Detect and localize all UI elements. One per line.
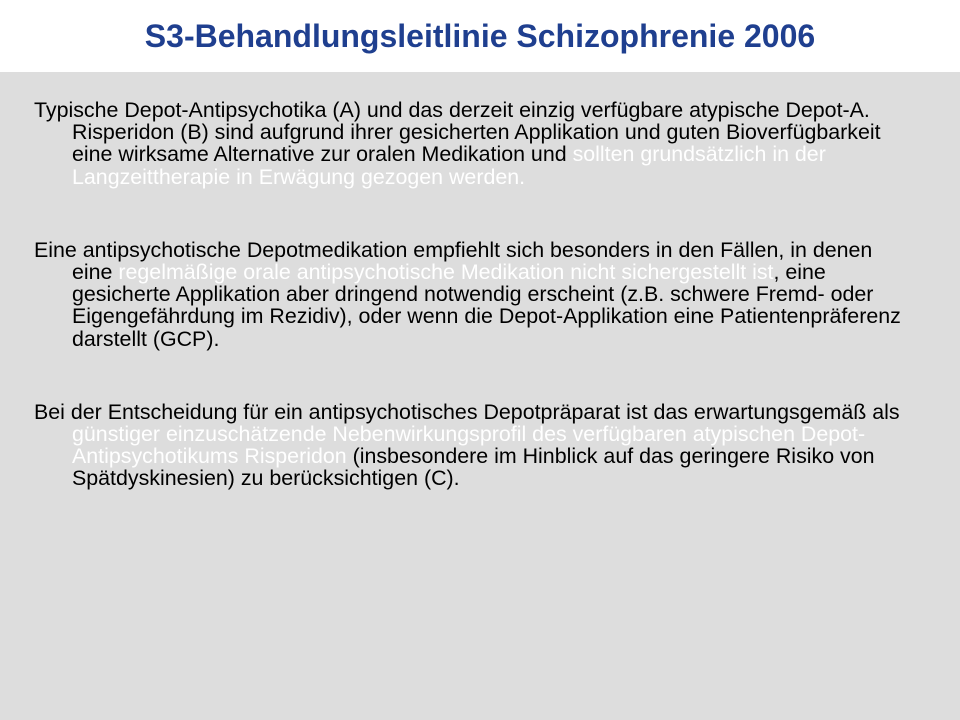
slide-title: S3-Behandlungsleitlinie Schizophrenie 2006 — [144, 18, 816, 54]
highlighted-text: günstiger einzuschätzende Nebenwirkungsprofil des verfügbaren atypischen Depot-Antipsychotikums Risperidon — [72, 422, 866, 469]
highlighted-text: sollten grundsätzlich in der Langzeittherapie in Erwägung gezogen werden. — [72, 142, 826, 189]
slide-body — [34, 99, 914, 541]
highlighted-text: regelmäßige orale antipsychotische Medikation nicht sichergestellt ist — [118, 260, 774, 285]
paragraph-text: Eine antipsychotische Depotmedikation empfiehlt sich besonders in den Fällen, in denen eine — [34, 237, 873, 285]
title-bar — [0, 0, 960, 72]
paragraph-text: Typische Depot-Antipsychotika (A) und das derzeit einzig verfügbare atypische Depot-A. Risperidon (B) sind aufgrund ihrer gesicherten Applikation und guten Bioverfügbarkeit eine wirksame Alternative zur oralen Medikation und — [34, 98, 881, 167]
paragraph-text: (insbesondere im Hinblick auf das geringere Risiko von Spätdyskinesien) zu berücksichtigen (C). — [72, 444, 875, 491]
paragraph-depot-alternative — [34, 99, 914, 188]
paragraph-text: Bei der Entscheidung für ein antipsychotisches Depotpräparat ist das erwartungsgemäß als — [34, 399, 900, 424]
paragraph-depot-indication — [34, 239, 914, 350]
paragraph-depot-decision — [34, 401, 914, 490]
paragraph-text: , eine gesicherte Applikation aber dringend notwendig erscheint (z.B. schwere Fremd- oder Eigengefährdung im Rezidiv), oder wenn die Depot-Applikation eine Patientenpräferenz darstellt (GCP). — [72, 260, 901, 351]
